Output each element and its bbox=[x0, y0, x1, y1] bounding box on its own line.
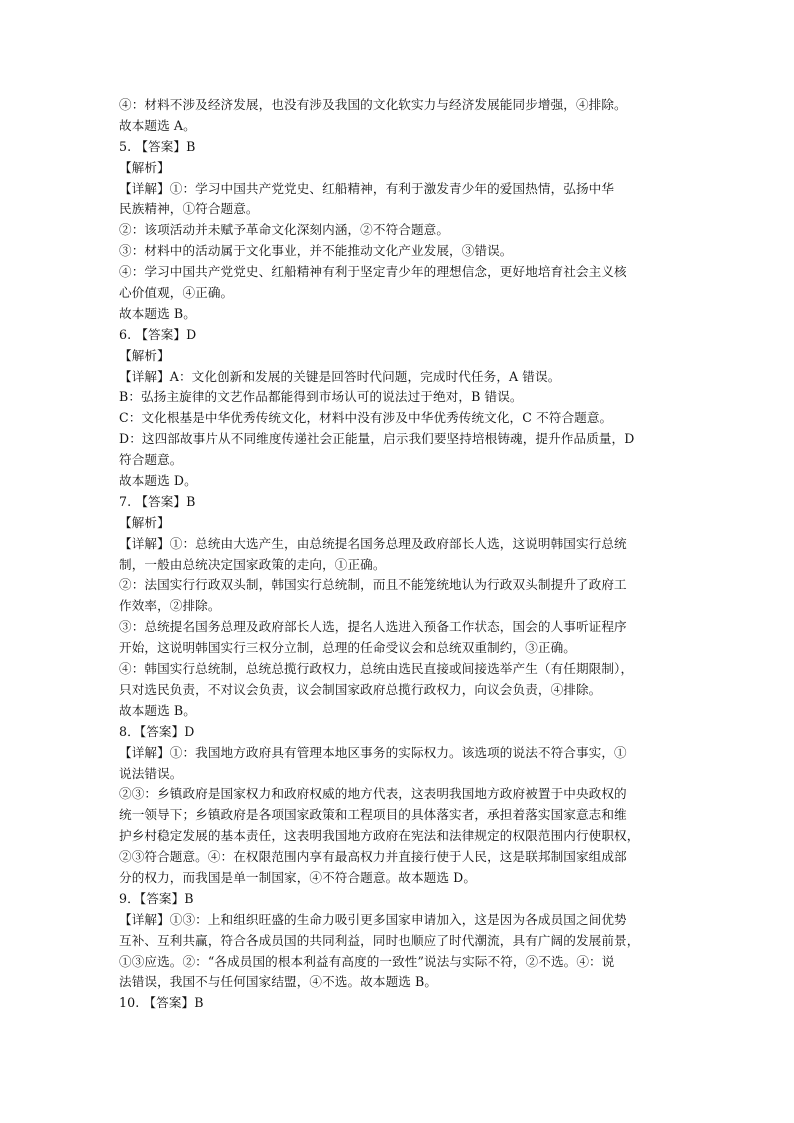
text-line: 【解析】 bbox=[119, 514, 170, 530]
text-line: 民族精神，①符合题意。 bbox=[119, 201, 259, 217]
text-line: 8．【答案】D bbox=[119, 723, 195, 739]
text-line: 互补、互利共赢，符合各成员国的共同利益，同时也顺应了时代潮流，具有广阔的发展前景， bbox=[119, 932, 640, 948]
text-line: 护乡村稳定发展的基本责任，这表明我国地方政府在宪法和法律规定的权限范围内行使职权， bbox=[119, 828, 640, 844]
text-line: 【详解】①：学习中国共产党党史、红船精神，有利于激发青少年的爱国热情，弘扬中华 bbox=[119, 180, 615, 196]
text-line: 符合题意。 bbox=[119, 452, 183, 468]
text-line: 作效率，②排除。 bbox=[119, 598, 221, 614]
text-line: 故本题选 B。 bbox=[119, 305, 196, 321]
text-line: ④：学习中国共产党党史、红船精神有利于坚定青少年的理想信念，更好地培育社会主义核 bbox=[119, 264, 627, 280]
answer-explanation-document bbox=[119, 95, 689, 1014]
text-line: 9．【答案】B bbox=[119, 890, 194, 906]
text-line: 开始，这说明韩国实行三权分立制，总理的任命受议会和总统双重制约，③正确。 bbox=[119, 640, 576, 656]
text-line: 故本题选 B。 bbox=[119, 702, 196, 718]
text-line: B：弘扬主旋律的文艺作品都能得到市场认可的说法过于绝对，B 错误。 bbox=[119, 389, 523, 405]
text-line: 10. 【答案】B bbox=[119, 995, 204, 1011]
text-line: ③：总统提名国务总理及政府部长人选，提名人选进入预备工作状态，国会的人事听证程序 bbox=[119, 619, 627, 635]
text-line: ④：材料不涉及经济发展，也没有涉及我国的文化软实力与经济发展能同步增强，④排除。 bbox=[119, 97, 627, 112]
text-line: 心价值观，④正确。 bbox=[119, 285, 234, 301]
text-line: 【详解】①：我国地方政府具有管理本地区事务的实际权力。该选项的说法不符合事实，① bbox=[119, 744, 627, 760]
text-line: 故本题选 D。 bbox=[119, 473, 197, 489]
text-line: 只对选民负责，不对议会负责，议会制国家政府总揽行政权力，向议会负责，④排除。 bbox=[119, 681, 602, 697]
text-line: 5. 【答案】B bbox=[119, 138, 196, 154]
text-line: 故本题选 A。 bbox=[119, 117, 196, 133]
text-line: 法错误，我国不与任何国家结盟，④不选。故本题选 B。 bbox=[119, 974, 438, 990]
text-line: ④：韩国实行总统制，总统总揽行政权力，总统由选民直接或间接选举产生（有任期限制）， bbox=[119, 661, 634, 677]
text-line: ②：法国实行行政双头制，韩国实行总统制，而且不能笼统地认为行政双头制提升了政府工 bbox=[119, 577, 627, 593]
text-line: 7. 【答案】B bbox=[119, 493, 196, 509]
text-line: D：这四部故事片从不同维度传递社会正能量，启示我们要坚持培根铸魂，提升作品质量，D bbox=[119, 431, 635, 447]
text-line: 【解析】 bbox=[119, 347, 170, 363]
text-line: ③：材料中的活动属于文化事业，并不能推动文化产业发展，③错误。 bbox=[119, 243, 513, 259]
text-line: C：文化根基是中华优秀传统文化，材料中没有涉及中华优秀传统文化，C 不符合题意。 bbox=[119, 410, 613, 426]
text-line: 【详解】A：文化创新和发展的关键是回答时代问题，完成时代任务，A 错误。 bbox=[119, 368, 561, 384]
text-line: ②③：乡镇政府是国家权力和政府权威的地方代表，这表明我国地方政府被置于中央政权的 bbox=[119, 786, 627, 802]
text-line: 【详解】①③：上和组织旺盛的生命力吸引更多国家申请加入，这是因为各成员国之间优势 bbox=[119, 911, 627, 927]
text-line: 说法错误。 bbox=[119, 765, 183, 781]
text-line: 分的权力，而我国是单一制国家，④不符合题意。故本题选 D。 bbox=[119, 869, 477, 885]
text-line: 【解析】 bbox=[119, 159, 170, 175]
text-line: 6. 【答案】D bbox=[119, 326, 197, 342]
text-line: 制，一般由总统决定国家政策的走向，①正确。 bbox=[119, 556, 386, 572]
text-line: ①③应选。②：“各成员国的根本利益有高度的一致性”说法与实际不符，②不选。④：说 bbox=[119, 953, 615, 969]
text-line: ②③符合题意。④：在权限范围内享有最高权力并直接行使于人民，这是联邦制国家组成部 bbox=[119, 849, 627, 865]
text-line: ②：该项活动并未赋予革命文化深刻内涵，②不符合题意。 bbox=[119, 222, 450, 238]
text-line: 统一领导下；乡镇政府是各项国家政策和工程项目的具体落实者，承担着落实国家意志和维 bbox=[119, 807, 627, 823]
text-line: 【详解】①：总统由大选产生，由总统提名国务总理及政府部长人选，这说明韩国实行总统 bbox=[119, 535, 627, 551]
